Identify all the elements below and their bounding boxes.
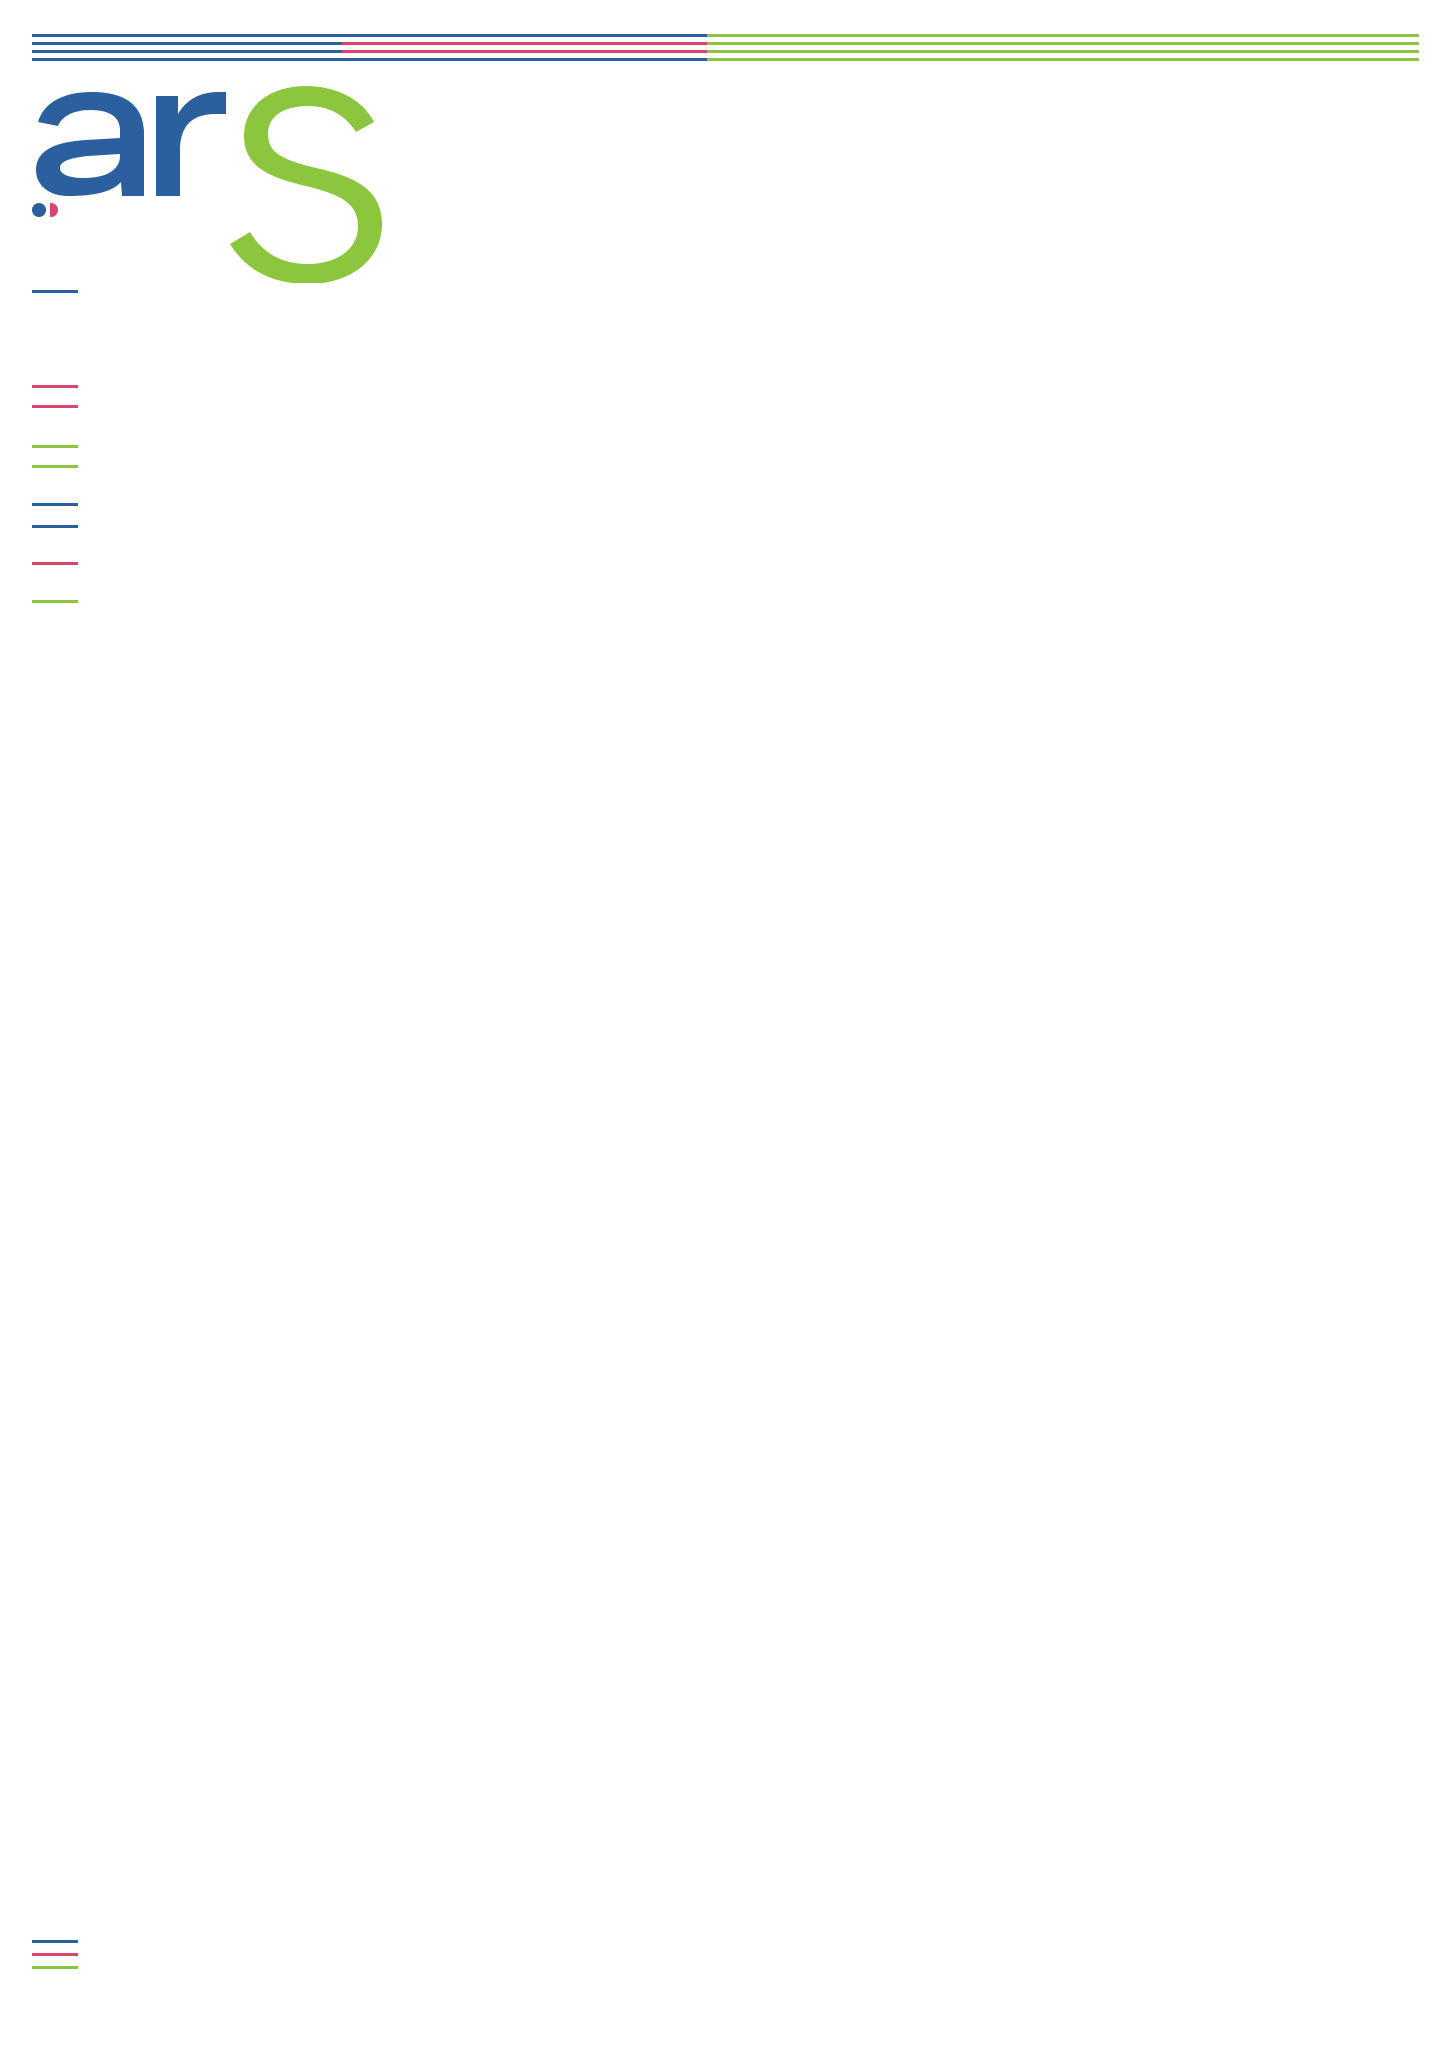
logo-dot-icon xyxy=(32,203,46,217)
